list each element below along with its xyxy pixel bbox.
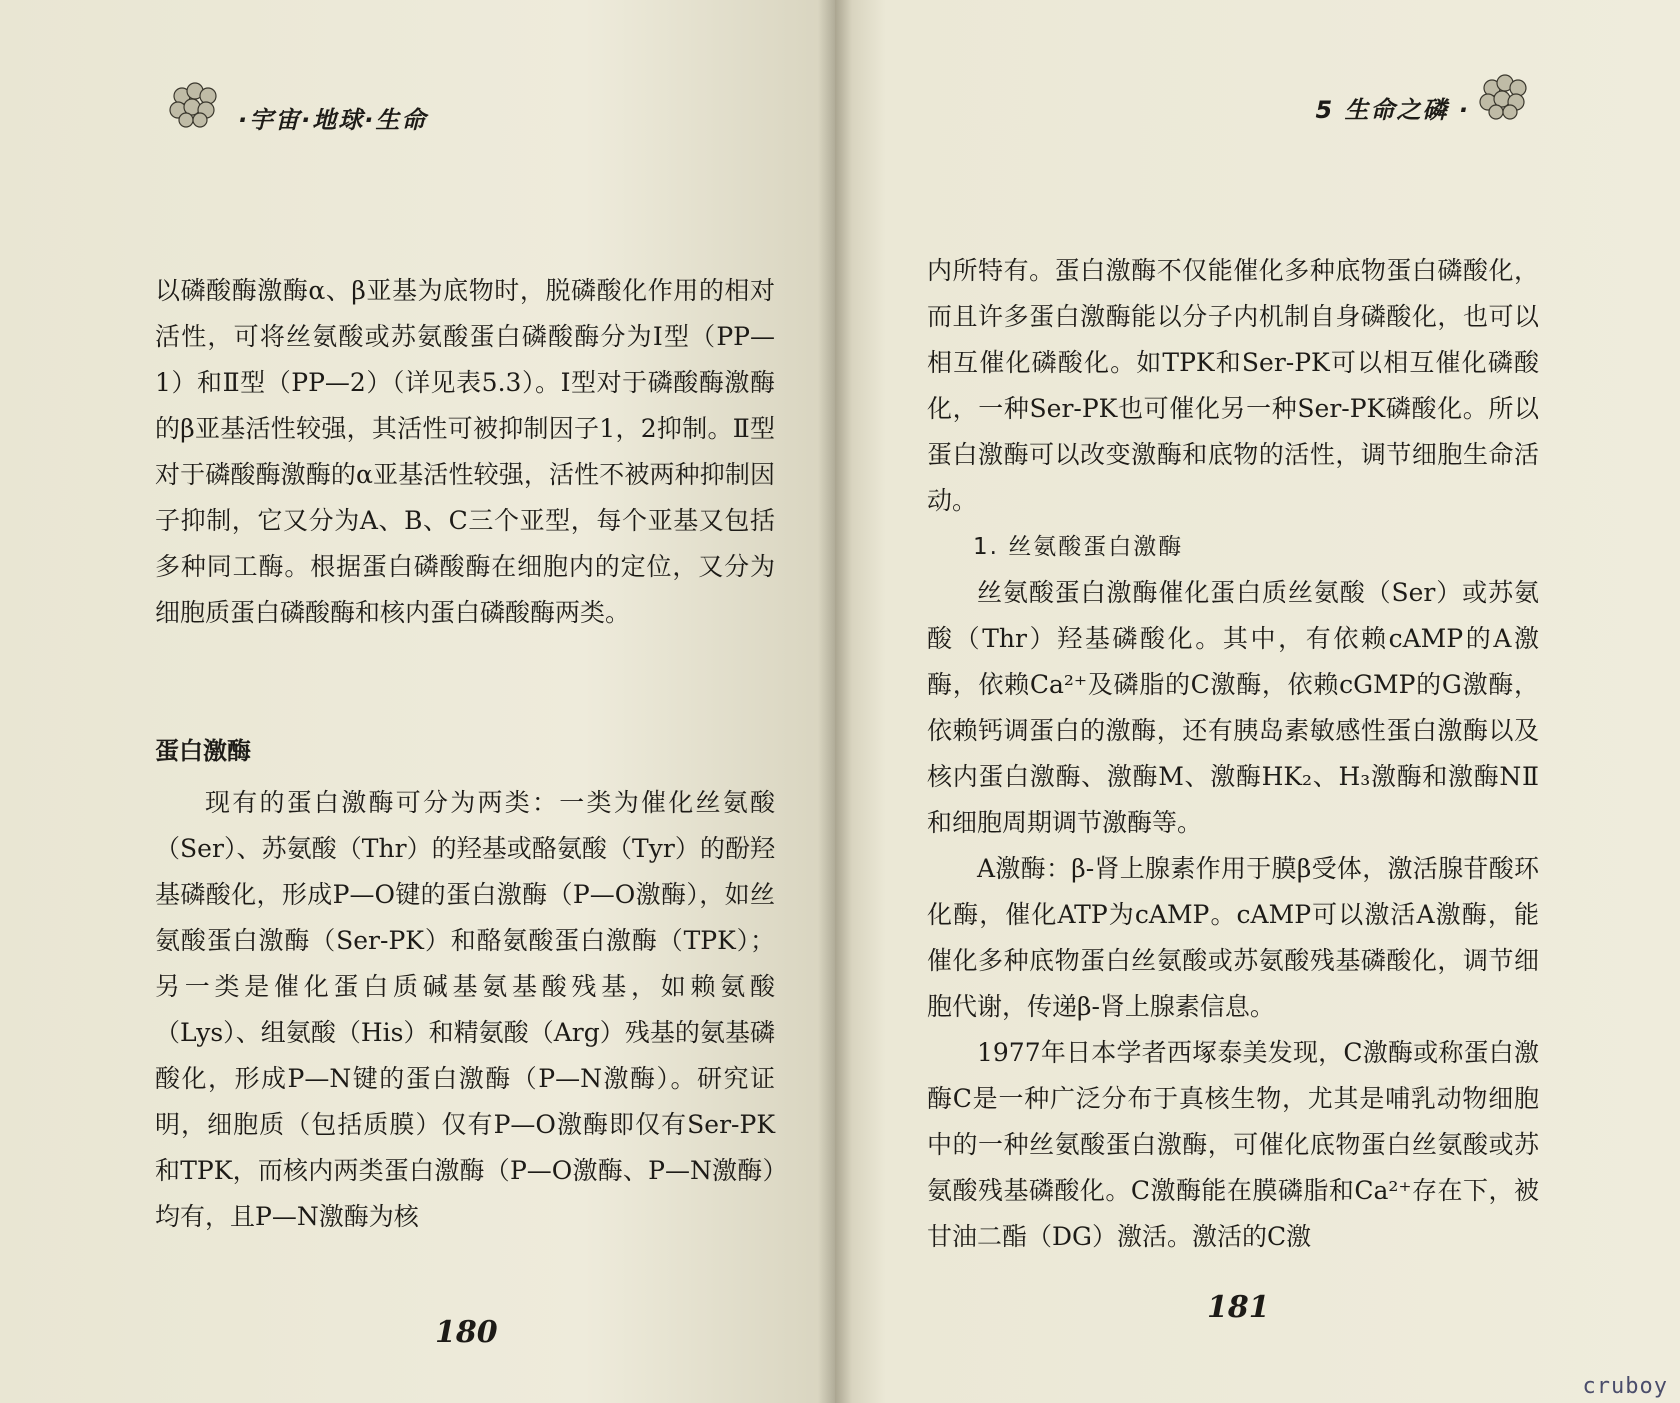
book-gutter bbox=[818, 0, 852, 1403]
right-body-text bbox=[927, 248, 1539, 1260]
section-heading: 蛋白激酶 bbox=[155, 737, 251, 765]
page-number: 180 bbox=[435, 1315, 498, 1350]
scanner-watermark: cruboy bbox=[1582, 1374, 1668, 1399]
running-header-title: 5 生命之磷 · bbox=[1315, 96, 1470, 124]
right-page bbox=[835, 0, 1680, 1403]
paragraph: 现有的蛋白激酶可分为两类：一类为催化丝氨酸（Ser）、苏氨酸（Thr）的羟基或酪氨酸（Tyr）的酚羟基磷酸化，形成P—O键的蛋白激酶（P—O激酶），如丝氨酸蛋白激酶（Ser-PK）和酪氨酸蛋白激酶（TPK）；另一类是催化蛋白质碱基氨基酸残基，如赖氨酸（Lys）、组氨酸（His）和精氨酸（Arg）残基的氨基磷酸化，形成P—N键的蛋白激酶（P—N激酶）。研究证明，细胞质（包括质膜）仅有P—O激酶即仅有Ser-PK和TPK，而核内两类蛋白激酶（P—O激酶、P—N激酶）均有，且P—N激酶为核 bbox=[155, 788, 775, 1231]
molecule-cluster-icon bbox=[1478, 72, 1532, 120]
molecule-cluster-icon bbox=[168, 80, 222, 128]
page-number: 181 bbox=[1207, 1290, 1270, 1325]
left-page bbox=[0, 0, 835, 1403]
left-body-text bbox=[155, 268, 775, 1240]
paragraph: 以磷酸酶激酶α、β亚基为底物时，脱磷酸化作用的相对活性，可将丝氨酸或苏氨酸蛋白磷酸酶分为Ⅰ型（PP—1）和Ⅱ型（PP—2）（详见表5.3）。Ⅰ型对于磷酸酶激酶的β亚基活性较强，其活性可被抑制因子1，2抑制。Ⅱ型对于磷酸酶激酶的α亚基活性较强，活性不被两种抑制因子抑制，它又分为A、B、C三个亚型，每个亚基又包括多种同工酶。根据蛋白磷酸酶在细胞内的定位，又分为细胞质蛋白磷酸酶和核内蛋白磷酸酶两类。 bbox=[155, 276, 775, 627]
paragraph: A激酶：β-肾上腺素作用于膜β受体，激活腺苷酸环化酶，催化ATP为cAMP。cAMP可以激活A激酶，能催化多种底物蛋白丝氨酸或苏氨酸残基磷酸化，调节细胞代谢，传递β-肾上腺素信息。 bbox=[927, 854, 1539, 1021]
running-header-title: ·宇宙·地球·生命 bbox=[238, 106, 428, 134]
paragraph: 1977年日本学者西塚泰美发现，C激酶或称蛋白激酶C是一种广泛分布于真核生物，尤其是哺乳动物细胞中的一种丝氨酸蛋白激酶，可催化底物蛋白丝氨酸或苏氨酸残基磷酸化。C激酶能在膜磷脂和Ca²⁺存在下，被甘油二酯（DG）激活。激活的C激 bbox=[927, 1038, 1539, 1251]
paragraph: 丝氨酸蛋白激酶催化蛋白质丝氨酸（Ser）或苏氨酸（Thr）羟基磷酸化。其中，有依赖cAMP的A激酶，依赖Ca²⁺及磷脂的C激酶，依赖cGMP的G激酶，依赖钙调蛋白的激酶，还有胰岛素敏感性蛋白激酶以及核内蛋白激酶、激酶M、激酶HK₂、H₃激酶和激酶NⅡ和细胞周期调节激酶等。 bbox=[927, 578, 1539, 837]
subsection-heading: 1. 丝氨酸蛋白激酶 bbox=[973, 534, 1184, 560]
paragraph: 内所特有。蛋白激酶不仅能催化多种底物蛋白磷酸化，而且许多蛋白激酶能以分子内机制自身磷酸化，也可以相互催化磷酸化。如TPK和Ser-PK可以相互催化磷酸化，一种Ser-PK也可催化另一种Ser-PK磷酸化。所以蛋白激酶可以改变激酶和底物的活性，调节细胞生命活动。 bbox=[927, 256, 1539, 515]
